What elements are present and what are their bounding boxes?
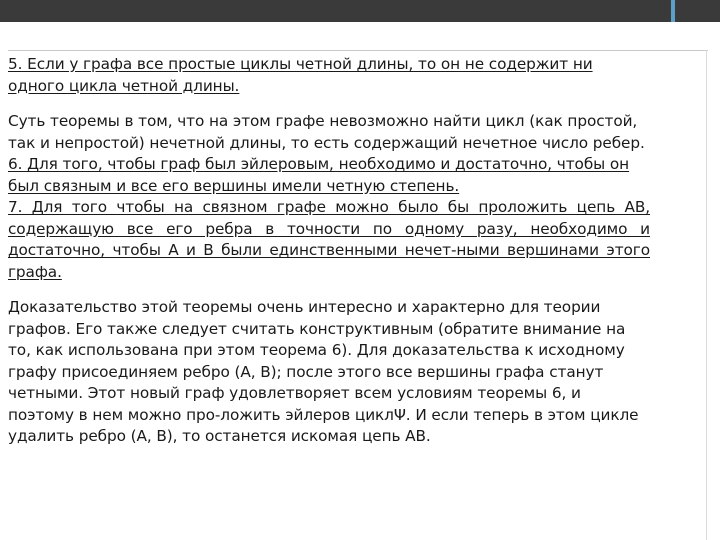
- slide-text: [8, 54, 650, 448]
- spacer: [8, 97, 650, 111]
- slide-frame-top: [8, 50, 708, 51]
- theorem-7: 7. Для того чтобы на связном графе можно было бы проложить цепь AB, содержащую все его ребра в точности по одному разу, необходимо и достаточно, чтобы A и B были единственными нечет-ными вершинами этого графа.: [8, 198, 650, 281]
- slide: [8, 22, 708, 540]
- theorem-6: 6. Для того, чтобы граф был эйлеровым, необходимо и достаточно, чтобы он был связным и все его вершины имели четную степень.: [8, 155, 630, 195]
- slide-frame-right: [706, 50, 707, 540]
- theorem-5-explanation: Суть теоремы в том, что на этом графе невозможно найти цикл (как простой, так и непростой) нечетной длины, то есть содержащий нечетное число ребер.: [8, 112, 645, 152]
- spacer: [8, 283, 650, 297]
- title-bar: [0, 0, 720, 22]
- title-bar-accent: [671, 0, 675, 22]
- proof-paragraph: Доказательство этой теоремы очень интересно и характерно для теории графов. Его также следует считать конструктивным (обратите внимание на то, как использована при этом теорема 6). Для доказательства к исходному графу присоединяем ребро (A, B); после этого все вершины графа станут четными. Этот новый граф удовлетворяет всем условиям теоремы 6, и поэтому в нем можно про-ложить эйлеров циклΨ. И если теперь в этом цикле удалить ребро (A, B), то останется искомая цепь AB.: [8, 298, 639, 445]
- theorem-5: 5. Если у графа все простые циклы четной длины, то он не содержит ни одного цикла четной длины.: [8, 55, 593, 95]
